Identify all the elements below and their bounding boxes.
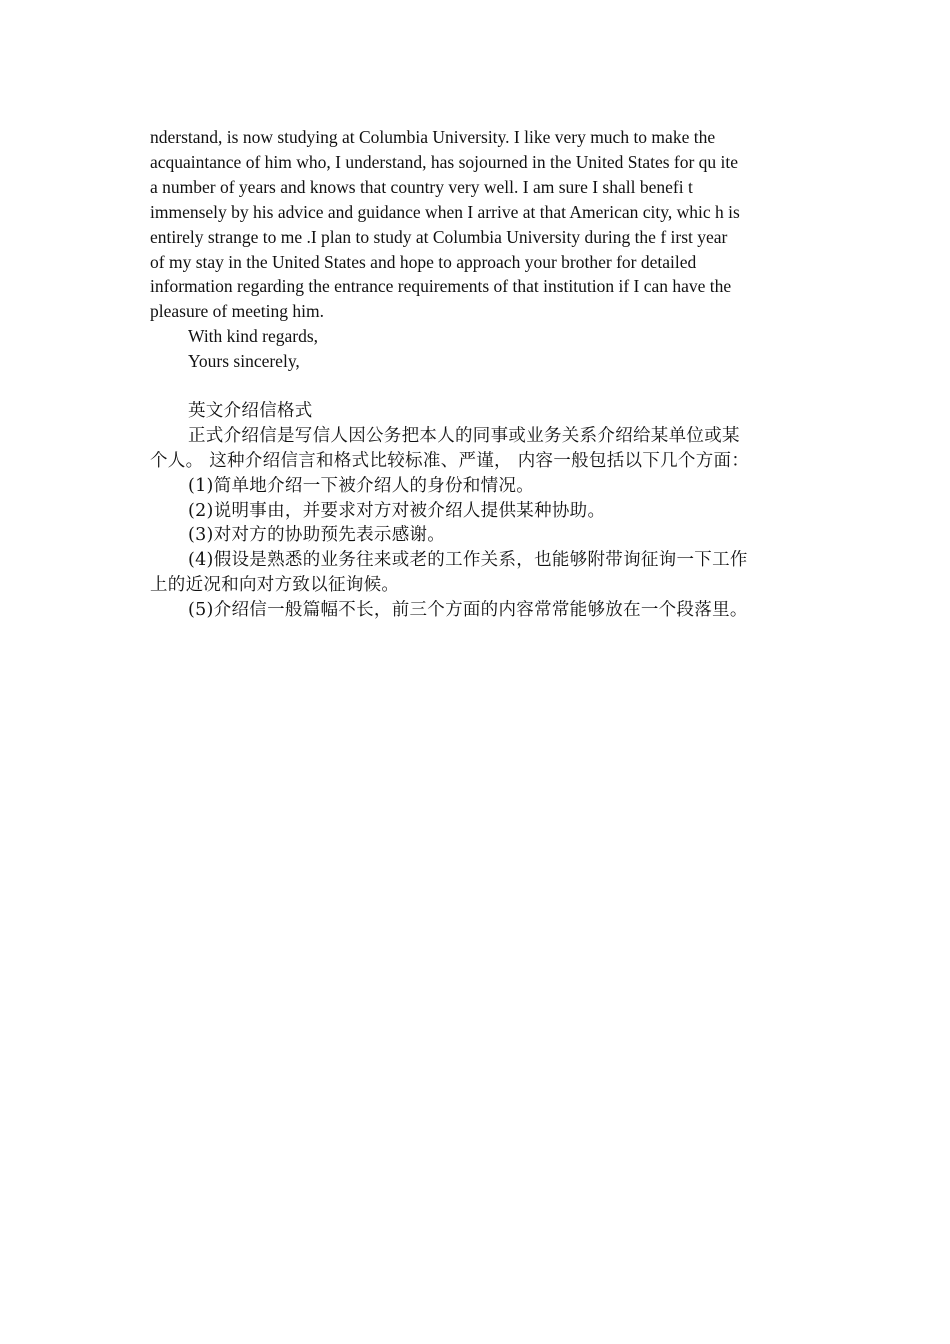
list-item-4-line: 上的近况和向对方致以征询候。 xyxy=(150,575,400,596)
letter-line: acquaintance of him who, I understand, has sojourned in the United States for qu ite xyxy=(150,151,739,172)
letter-line: pleasure of meeting him. xyxy=(150,301,324,322)
blank-line xyxy=(150,374,810,399)
document-body xyxy=(150,125,810,623)
list-item-4-line: (4)假设是熟悉的业务往来或老的工作关系，也能够附带询征询一下工作 xyxy=(188,550,748,571)
letter-line: information regarding the entrance requirements of that institution if I can have the xyxy=(150,276,732,297)
list-item-2: (2)说明事由，并要求对方对被介绍人提供某种协助。 xyxy=(188,500,606,521)
section-intro xyxy=(150,424,810,474)
closing-regards: With kind regards, xyxy=(188,326,319,347)
list-item-3: (3)对对方的协助预先表示感谢。 xyxy=(188,525,446,546)
letter-line: immensely by his advice and guidance when I arrive at that American city, whic h is xyxy=(150,201,740,222)
letter-line: a number of years and knows that country very well. I am sure I shall benefi t xyxy=(150,176,693,197)
list-item-1: (1)简单地介绍一下被介绍人的身份和情况。 xyxy=(188,475,535,496)
letter-line: nderstand, is now studying at Columbia University. I like very much to make the xyxy=(150,127,716,147)
letter-line: entirely strange to me .I plan to study at Columbia University during the f irst year xyxy=(150,226,728,247)
intro-line: 个人。 这种介绍信言和格式比较标准、严谨， 内容一般包括以下几个方面： xyxy=(150,450,750,471)
intro-line: 正式介绍信是写信人因公务把本人的同事或业务关系介绍给某单位或某 xyxy=(188,425,740,446)
list-item-4 xyxy=(150,548,810,598)
list-item-5: (5)介绍信一般篇幅不长，前三个方面的内容常常能够放在一个段落里。 xyxy=(188,600,748,621)
letter-paragraph xyxy=(150,125,810,324)
letter-line: of my stay in the United States and hope to approach your brother for detailed xyxy=(150,251,697,272)
closing-signoff: Yours sincerely, xyxy=(188,351,300,372)
section-heading: 英文介绍信格式 xyxy=(188,400,313,421)
